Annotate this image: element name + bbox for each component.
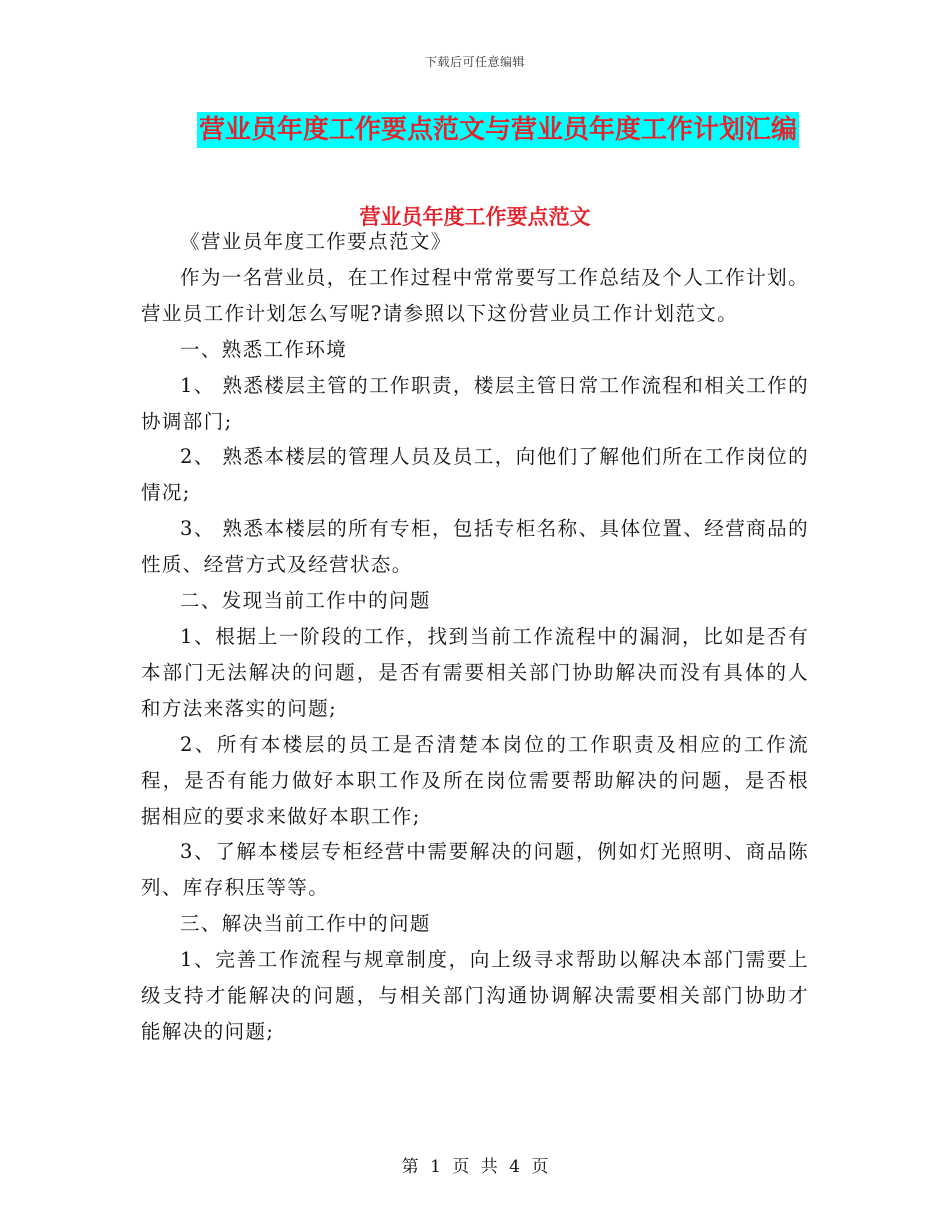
main-title: 营业员年度工作要点范文与营业员年度工作计划汇编 [197,112,799,148]
paragraph-item: 1、根据上一阶段的工作，找到当前工作流程中的漏洞，比如是否有本部门无法解决的问题，是否有需要相关部门协助解决而没有具体的人和方法来落实的问题; [141,624,809,720]
paragraph-item: 3、了解本楼层专柜经营中需要解决的问题，例如灯光照明、商品陈列、库存积压等等。 [141,840,809,900]
paragraph-intro: 作为一名营业员，在工作过程中常常要写工作总结及个人工作计划。营业员工作计划怎么写呢?请参照以下这份营业员工作计划范文。 [141,265,809,325]
body-text [141,224,809,1050]
heading-familiarize-environment: 一、熟悉工作环境 [180,337,348,361]
paragraph-doc-quote: 《营业员年度工作要点范文》 [180,230,452,253]
main-title-wrap [0,112,950,148]
paragraph-item: 1、完善工作流程与规章制度，向上级寻求帮助以解决本部门需要上级支持才能解决的问题，与相关部门沟通协调解决需要相关部门协助才能解决的问题; [141,948,809,1043]
paragraph-item: 1、 熟悉楼层主管的工作职责，楼层主管日常工作流程和相关工作的协调部门; [141,373,809,433]
paragraph-item: 2、 熟悉本楼层的管理人员及员工，向他们了解他们所在工作岗位的情况; [141,445,809,505]
heading-find-problems: 二、发现当前工作中的问题 [180,589,431,613]
section-title: 营业员年度工作要点范文 [359,205,591,229]
heading-solve-problems: 三、解决当前工作中的问题 [180,912,431,936]
paragraph-item: 3、 熟悉本楼层的所有专柜，包括专柜名称、具体位置、经营商品的性质、经营方式及经营状态。 [141,517,809,577]
paragraph-item: 2、所有本楼层的员工是否清楚本岗位的工作职责及相应的工作流程，是否有能力做好本职工作及所在岗位需要帮助解决的问题，是否根据相应的要求来做好本职工作; [141,732,809,828]
page-footer: 第 1 页 共 4 页 [401,1157,549,1177]
header-note: 下载后可任意编辑 [424,55,525,69]
